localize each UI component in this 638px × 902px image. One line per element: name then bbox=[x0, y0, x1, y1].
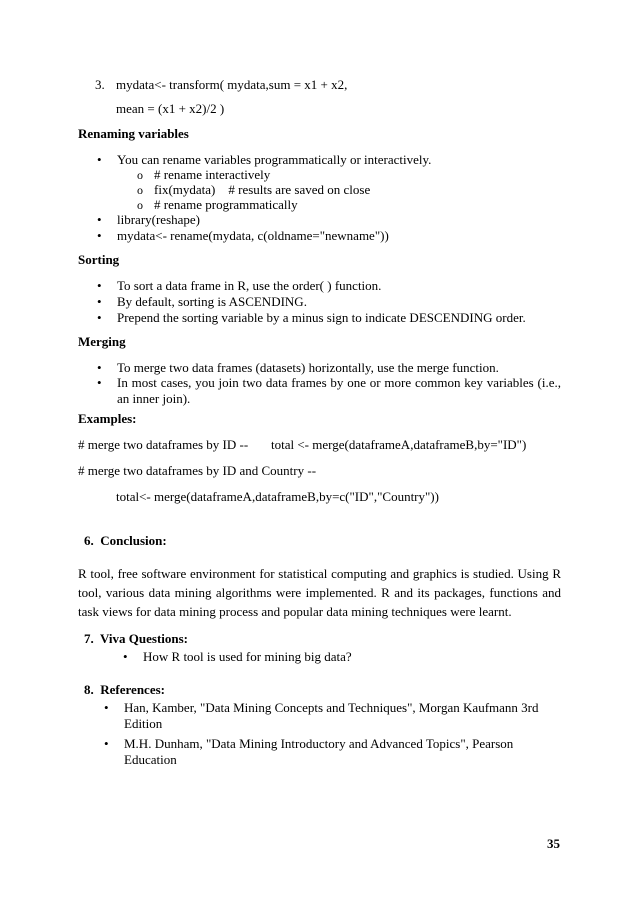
code-line: total <- merge(dataframeA,dataframeB,by="ID") bbox=[271, 437, 527, 452]
item-number: 3. bbox=[95, 77, 105, 92]
list-item: • By default, sorting is ASCENDING. bbox=[117, 294, 307, 310]
code-line: total<- merge(dataframeA,dataframeB,by=c("ID","Country")) bbox=[116, 489, 439, 504]
section-heading: Examples: bbox=[78, 411, 137, 426]
paragraph: R tool, free software environment for statistical computing and graphics is studied. Using R tool, various data mining algorithms were implemented. R and its packages, functions and task views for data mining process and popular data mining techniques were learnt. bbox=[78, 566, 561, 619]
code-comment: # merge two dataframes by ID and Country -- bbox=[78, 463, 317, 478]
list-item: • In most cases, you join two data frames by one or more common key variables (i.e., an inner join). bbox=[117, 375, 561, 407]
code-comment: # merge two dataframes by ID -- bbox=[78, 437, 249, 452]
section-heading: 7. Viva Questions: bbox=[84, 631, 189, 646]
list-item: • How R tool is used for mining big data? bbox=[143, 649, 352, 665]
section-heading: 8. References: bbox=[84, 682, 165, 697]
section-heading: 6. Conclusion: bbox=[84, 533, 167, 548]
page-number: 35 bbox=[547, 836, 560, 851]
section-heading: Renaming variables bbox=[78, 126, 189, 141]
sub-list-item: o # rename programmatically bbox=[154, 197, 298, 213]
sub-list-item: o # rename interactively bbox=[154, 167, 270, 183]
list-item: • library(reshape) bbox=[117, 212, 200, 228]
reference-item: • M.H. Dunham, "Data Mining Introductory and Advanced Topics", Pearson Education bbox=[124, 736, 549, 768]
sub-list-item: o fix(mydata) # results are saved on close bbox=[154, 182, 370, 198]
list-item: • mydata<- rename(mydata, c(oldname="newname")) bbox=[117, 228, 389, 244]
list-item: • You can rename variables programmatically or interactively. bbox=[117, 152, 431, 168]
section-heading: Sorting bbox=[78, 252, 120, 267]
code-line: mean = (x1 + x2)/2 ) bbox=[116, 101, 225, 116]
code-line: mydata<- transform( mydata,sum = x1 + x2, bbox=[116, 77, 348, 92]
list-item: • To sort a data frame in R, use the order( ) function. bbox=[117, 278, 381, 294]
list-item: • To merge two data frames (datasets) horizontally, use the merge function. bbox=[117, 360, 499, 376]
section-heading: Merging bbox=[78, 334, 126, 349]
reference-item: • Han, Kamber, "Data Mining Concepts and Techniques", Morgan Kaufmann 3rd Edition bbox=[124, 700, 549, 732]
list-item: • Prepend the sorting variable by a minus sign to indicate DESCENDING order. bbox=[117, 310, 526, 326]
